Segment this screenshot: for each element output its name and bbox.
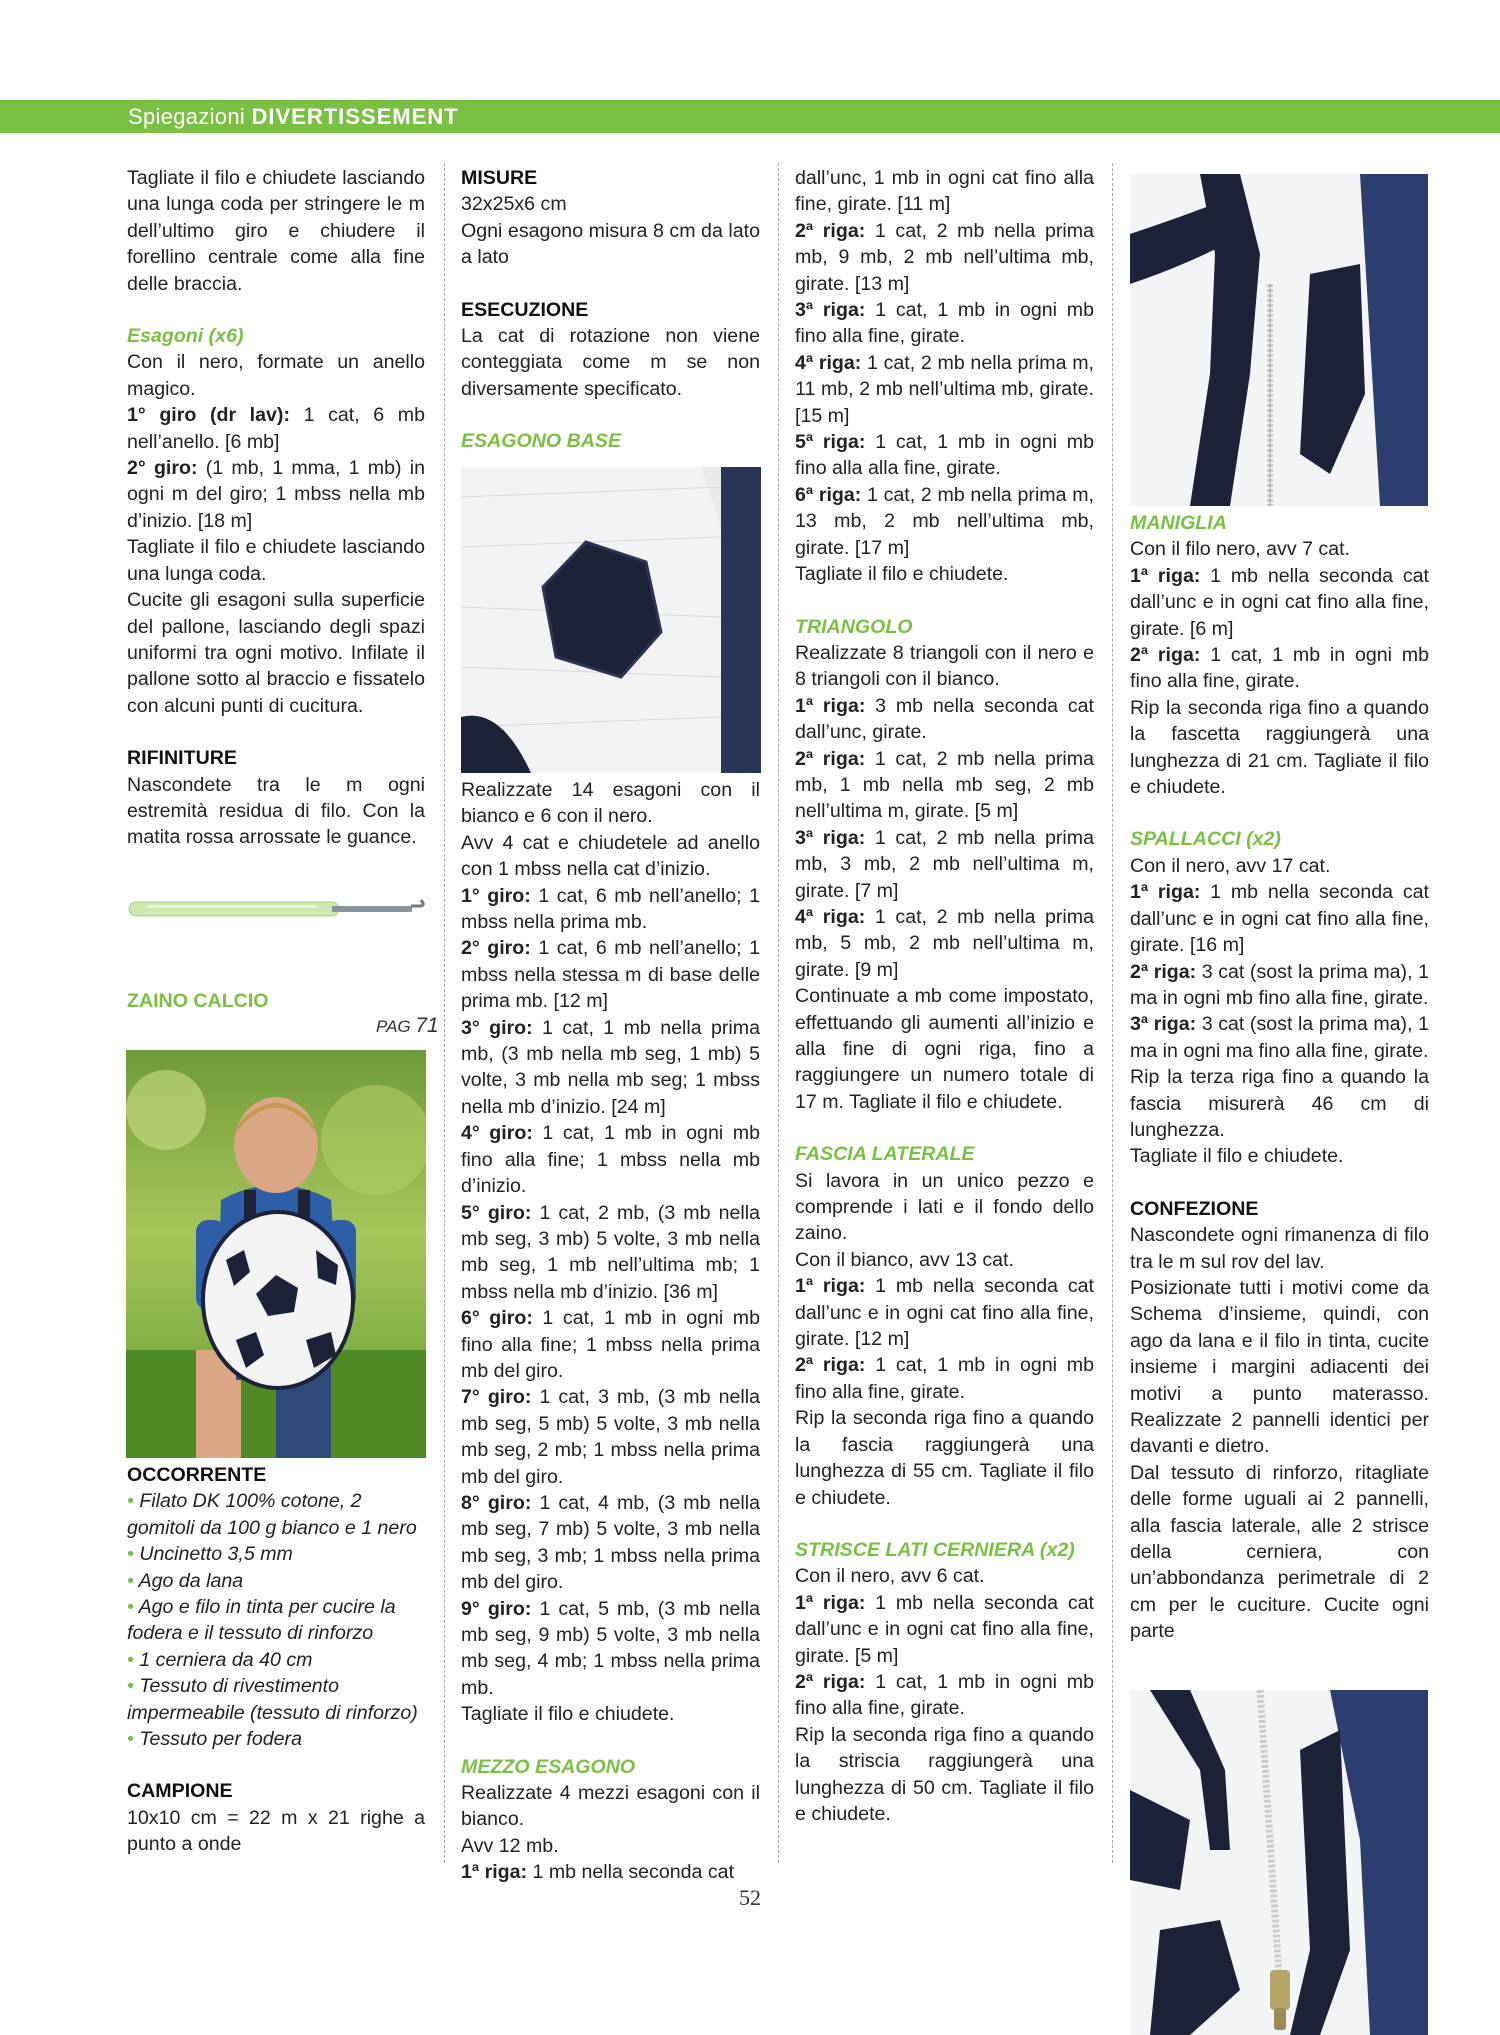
riga-label: 1ª riga: [1130, 881, 1201, 904]
header-title: DIVERTISSEMENT [251, 104, 459, 129]
column-2 [461, 165, 760, 455]
rifiniture-title: RIFINITURE [127, 747, 237, 770]
riga-text: 1 cat, 1 mb in ogni mb fino alla alla fine, girate. [795, 431, 1094, 480]
riga-text: 1 mb nella seconda cat [527, 1861, 735, 1884]
list-item: • Filato DK 100% cotone, 2 gomitoli da 100 g bianco e 1 nero [127, 1490, 417, 1539]
riga-text: 1 cat, 1 mb in ogni mb fino alla fine, girate. [795, 299, 1094, 348]
riga-text: 1 cat, 2 mb nella prima m, 11 mb, 2 mb nell’ultima mb, girate. [15 m] [795, 351, 1094, 427]
riga-label: 1ª riga: [461, 1861, 528, 1884]
giro-1 [127, 402, 425, 455]
boy-backpack-photo [126, 1050, 426, 1458]
riga-label: 4ª riga: [795, 351, 862, 374]
crochet-hook-image [127, 895, 427, 925]
confezione-text: Nascondete ogni rimanenza di filo tra le m sul rov del lav. [1130, 1224, 1429, 1273]
fascia-end: Rip la seconda riga fino a quando la fascia raggiungerà una lunghezza di 55 cm. Tagliate il filo e chiudete. [795, 1407, 1094, 1509]
column-3 [795, 165, 1094, 1827]
riga-label: 3ª riga: [1130, 1013, 1197, 1036]
page-reference [376, 1014, 439, 1038]
riga-text: 3 mb nella seconda cat dall’unc, girate. [795, 694, 1094, 744]
spallacci-text: Con il nero, avv 17 cat. [1130, 854, 1331, 877]
list-item: • Tessuto per fodera [127, 1728, 302, 1751]
mezzo-esagono-title: MEZZO ESAGONO [461, 1755, 636, 1778]
giro-row [461, 1384, 760, 1490]
riga-label: 2ª riga: [1130, 644, 1201, 667]
riga-label: 2ª riga: [795, 219, 866, 242]
page-number: 52 [739, 1885, 761, 1910]
maniglia-text: Con il filo nero, avv 7 cat. [1130, 538, 1350, 561]
column-divider [1112, 163, 1113, 1863]
list-item: • 1 cerniera da 40 cm [127, 1648, 313, 1671]
section-header [128, 103, 459, 131]
zaino-heading [127, 988, 425, 1014]
header-prefix: Spiegazioni [128, 104, 246, 129]
esecuzione-title: ESECUZIONE [461, 298, 589, 321]
giro-label: 3° giro: [461, 1016, 533, 1039]
riga-row [1130, 563, 1429, 642]
riga-row [795, 297, 1094, 350]
maniglia-end: Rip la seconda riga fino a quando la fascetta raggiungerà una lunghezza di 21 cm. Tagliate il filo e chiudete. [1130, 696, 1429, 799]
riga-row [1130, 879, 1429, 958]
confezione-title: CONFEZIONE [1130, 1197, 1259, 1220]
giro-row [461, 1596, 760, 1702]
riga-row [1130, 642, 1429, 695]
list-item: • Ago da lana [127, 1569, 244, 1592]
riga-label: 6ª riga: [795, 483, 862, 506]
strisce-end: Rip la seconda riga fino a quando la striscia raggiungerà una lunghezza di 50 cm. Tagliate il filo e chiudete. [795, 1723, 1094, 1825]
giro-text: 1 cat, 3 mb, (3 mb nella mb seg, 5 mb) 5 volte, 3 mb nella mb seg, 2 mb; 1 mbss nella prima mb del giro. [461, 1386, 760, 1488]
giro-text: 1 cat, 5 mb, (3 mb nella mb seg, 9 mb) 5 volte, 3 mb nella mb seg, 4 mb; 1 mbss nella prima mb. [461, 1597, 760, 1699]
riga-text: 1 mb nella seconda cat dall’unc e in ogni cat fino alla fine, girate. [16 m] [1130, 881, 1429, 957]
riga-text: 1 cat, 2 mb nella prima m, 13 mb, 2 mb nell’ultima mb, girate. [17 m] [795, 483, 1094, 559]
zipper-detail-photo [1130, 1690, 1428, 2035]
giro-label: 5° giro: [461, 1201, 532, 1224]
riga-label: 2ª riga: [795, 747, 866, 770]
triangolo-title: TRIANGOLO [795, 615, 913, 638]
confezione-text: Posizionate tutti i motivi come da Schema d’insieme, quindi, con ago da lana e il filo in tinta, cucite insieme i margini adiacenti dei motivi a punto materasso. Realizzate 2 pannelli identici per davanti e dietro. [1130, 1276, 1429, 1458]
occorrente-title: OCCORRENTE [127, 1464, 267, 1486]
fascia-text: Con il bianco, avv 13 cat. [795, 1248, 1014, 1271]
spallacci-end: Rip la terza riga fino a quando la fascia misurerà 46 cm di lunghezza. [1130, 1066, 1429, 1141]
mezzo-end: Tagliate il filo e chiudete. [795, 563, 1009, 586]
riga-label: 5ª riga: [795, 431, 866, 454]
mezzo-text: Realizzate 4 mezzi esagoni con il bianco. [461, 1782, 760, 1831]
strisce-title: STRISCE LATI CERNIERA (x2) [795, 1538, 1075, 1561]
giro-label: 2° giro: [127, 457, 198, 480]
giro-2 [127, 455, 425, 534]
misure-text: Ogni esagono misura 8 cm da lato a lato [461, 219, 760, 269]
riga-row [461, 1859, 760, 1885]
giro-text: 1 cat, 4 mb, (3 mb nella mb seg, 7 mb) 5 volte, 3 mb nella mb seg, 3 mb; 1 mbss nella prima mb del giro. [461, 1491, 760, 1594]
spallacci-end: Tagliate il filo e chiudete. [1130, 1145, 1344, 1168]
riga-text: 1 cat, 1 mb in ogni mb fino alla fine, girate. [795, 1354, 1094, 1403]
esagono-base-title: ESAGONO BASE [461, 430, 622, 453]
riga-row [795, 1590, 1094, 1669]
spallacci-title: SPALLACCI (x2) [1130, 828, 1281, 851]
riga-row [795, 1352, 1094, 1405]
riga-text: 3 cat (sost la prima ma), 1 ma in ogni ma fino alla fine, girate. [1130, 1013, 1429, 1062]
esagoni-text: Tagliate il filo e chiudete lasciando una lunga coda. [127, 536, 425, 585]
column-1 [127, 165, 425, 851]
riga-row [1130, 959, 1429, 1012]
misure-text: 32x25x6 cm [461, 193, 567, 216]
strisce-text: Con il nero, avv 6 cat. [795, 1565, 985, 1588]
triangolo-end: Continuate a mb come impostato, effettuando gli aumenti all’inizio e alla fine di ogni riga, fino a raggiungere un numero totale di 17 m. Tagliate il filo e chiudete. [795, 985, 1094, 1113]
rifiniture-text: Nascondete tra le m ogni estremità residua di filo. Con la matita rossa arrossate le guance. [127, 773, 425, 849]
riga-label: 1ª riga: [795, 1275, 866, 1298]
base-text: Avv 4 cat e chiudetele ad anello con 1 mbss nella cat d’inizio. [461, 831, 760, 881]
riga-row [795, 429, 1094, 482]
giro-label: 1° giro: [461, 884, 531, 907]
hexagon-photo [461, 467, 761, 773]
column-divider [778, 163, 779, 1863]
riga-text: 1 cat, 2 mb nella prima mb, 3 mb, 2 mb nell’ultima m, girate. [7 m] [795, 826, 1094, 902]
giro-row [461, 1015, 760, 1121]
campione-text: 10x10 cm = 22 m x 21 righe a punto a onde [127, 1806, 425, 1856]
pag-label: PAG [376, 1017, 411, 1036]
riga-row [795, 350, 1094, 429]
riga-text: 1 cat, 2 mb nella prima mb, 9 mb, 2 mb nell’ultima mb, girate. [13 m] [795, 219, 1094, 295]
riga-row [795, 218, 1094, 297]
zaino-title: ZAINO CALCIO [127, 990, 269, 1012]
riga-row [795, 825, 1094, 904]
column-1-bottom [127, 1462, 425, 1858]
section-header-bar [0, 100, 1500, 133]
riga-text: 1 cat, 1 mb in ogni mb fino alla fine, girate. [1130, 644, 1429, 693]
base-end: Tagliate il filo e chiudete. [461, 1703, 675, 1726]
maniglia-title: MANIGLIA [1130, 512, 1227, 534]
riga-text: 1 cat, 2 mb nella prima mb, 1 mb nella mb seg, 2 mb nell’ultima m, girate. [5 m] [795, 747, 1094, 823]
giro-text: 1 cat, 1 mb in ogni mb fino alla fine; 1 mbss nella mb d’inizio. [461, 1122, 760, 1198]
riga-row [795, 904, 1094, 983]
giro-label: 1° giro (dr lav): [127, 404, 290, 427]
giro-text: 1 cat, 6 mb nell’anello; 1 mbss nella stessa m di base delle prima mb. [12 m] [461, 937, 760, 1013]
fascia-text: Si lavora in un unico pezzo e comprende i lati e il fondo dello zaino. [795, 1169, 1094, 1245]
giro-label: 4° giro: [461, 1122, 533, 1145]
fascia-title: FASCIA LATERALE [795, 1143, 975, 1166]
column-divider [444, 163, 445, 1863]
giro-label: 9° giro: [461, 1597, 532, 1620]
esagoni-title: Esagoni (x6) [127, 325, 244, 348]
intro-text: Tagliate il filo e chiudete lasciando una lunga coda per stringere le m dell’ultimo giro e chiudere il forellino centrale come alla fine delle braccia. [127, 167, 425, 295]
riga-row [1130, 1011, 1429, 1064]
riga-label: 4ª riga: [795, 905, 866, 928]
giro-text: 1 cat, 2 mb, (3 mb nella mb seg, 3 mb) 5 volte, 3 mb nella mb seg, 1 mb nell’ultima mb; 1 mbss nella mb d’inizio. [36 m] [461, 1201, 760, 1303]
list-item: • Ago e filo in tinta per cucire la fodera e il tessuto di rinforzo [127, 1596, 396, 1645]
esagoni-text: Cucite gli esagoni sulla superficie del pallone, lasciando degli spazi uniformi tra ogni motivo. Infilate il pallone sotto al braccio e fissatelo con alcuni punti di cucitura. [127, 589, 425, 717]
esecuzione-text: La cat di rotazione non viene conteggiata come m se non diversamente specificato. [461, 325, 760, 400]
riga-text: 3 cat (sost la prima ma), 1 ma in ogni mb fino alla fine, girate. [1130, 960, 1429, 1009]
riga-label: 2ª riga: [795, 1670, 866, 1693]
riga-text: 1 cat, 1 mb in ogni mb fino alla fine, girate. [795, 1670, 1094, 1720]
mezzo-text: Avv 12 mb. [461, 1834, 559, 1857]
campione-title: CAMPIONE [127, 1780, 233, 1803]
riga-label: 1ª riga: [1130, 564, 1201, 587]
riga-label: 3ª riga: [795, 299, 866, 322]
esagoni-text: Con il nero, formate un anello magico. [127, 351, 425, 400]
riga-row [795, 693, 1094, 746]
riga-label: 2ª riga: [1130, 960, 1197, 983]
riga-label: 1ª riga: [795, 1591, 866, 1614]
riga-row [795, 746, 1094, 825]
giro-row [461, 935, 760, 1014]
giro-row [461, 883, 760, 936]
column-2-body [461, 777, 760, 1886]
occorrente-list [127, 1488, 425, 1752]
giro-row [461, 1120, 760, 1199]
misure-title: MISURE [461, 167, 538, 189]
pag-number: 71 [415, 1014, 439, 1037]
riga-text: 1 mb nella seconda cat dall’unc e in ogni cat fino alla fine, girate. [12 m] [795, 1275, 1094, 1351]
giro-label: 2° giro: [461, 937, 531, 960]
giro-text: (1 mb, 1 mma, 1 mb) in ogni m del giro; 1 mbss nella mb d’inizio. [18 m] [127, 457, 425, 532]
giro-row [461, 1200, 760, 1306]
column-4 [1130, 510, 1429, 1645]
giro-text: 1 cat, 1 mb in ogni mb fino alla fine; 1 mbss nella prima mb del giro. [461, 1307, 760, 1382]
riga-text: 1 mb nella seconda cat dall’unc e in ogni cat fino alla fine, girate. [6 m] [1130, 564, 1429, 640]
list-item: • Tessuto di rivestimento impermeabile (tessuto di rinforzo) [127, 1675, 418, 1724]
backpack-detail-photo [1130, 174, 1428, 506]
giro-label: 6° giro: [461, 1307, 533, 1330]
giro-label: 7° giro: [461, 1386, 532, 1409]
giro-row [461, 1305, 760, 1384]
giro-text: 1 cat, 1 mb nella prima mb, (3 mb nella mb seg, 1 mb) 5 volte, 3 mb nella mb seg; 1 mbss nella mb d’inizio. [24 m] [461, 1016, 760, 1118]
riga-text: 1 mb nella seconda cat dall’unc e in ogni cat fino alla fine, girate. [5 m] [795, 1591, 1094, 1667]
riga-label: 2ª riga: [795, 1354, 866, 1377]
giro-row [461, 1490, 760, 1596]
riga-label: 3ª riga: [795, 826, 866, 849]
riga-text: 1 cat, 2 mb nella prima mb, 5 mb, 2 mb nell’ultima m, girate. [9 m] [795, 905, 1094, 981]
riga-row [795, 1669, 1094, 1722]
giro-text: 1 cat, 6 mb nell’anello. [6 mb] [127, 404, 425, 453]
giro-text: 1 cat, 6 mb nell’anello; 1 mbss nella prima mb. [461, 884, 760, 934]
confezione-text: Dal tessuto di rinforzo, ritagliate delle forme uguali ai 2 pannelli, alla fascia laterale, alle 2 strisce della cerniera, con un’abbondanza perimetrale di 2 cm per le cuciture. Cucite ogni parte [1130, 1461, 1429, 1643]
cont-text: dall’unc, 1 mb in ogni cat fino alla fine, girate. [11 m] [795, 167, 1094, 216]
list-item: • Uncinetto 3,5 mm [127, 1543, 293, 1566]
giro-label: 8° giro: [461, 1491, 532, 1514]
riga-row [795, 1273, 1094, 1352]
riga-row [795, 482, 1094, 561]
base-text: Realizzate 14 esagoni con il bianco e 6 con il nero. [461, 779, 760, 828]
triangolo-text: Realizzate 8 triangoli con il nero e 8 triangoli con il bianco. [795, 641, 1094, 691]
riga-label: 1ª riga: [795, 694, 866, 717]
